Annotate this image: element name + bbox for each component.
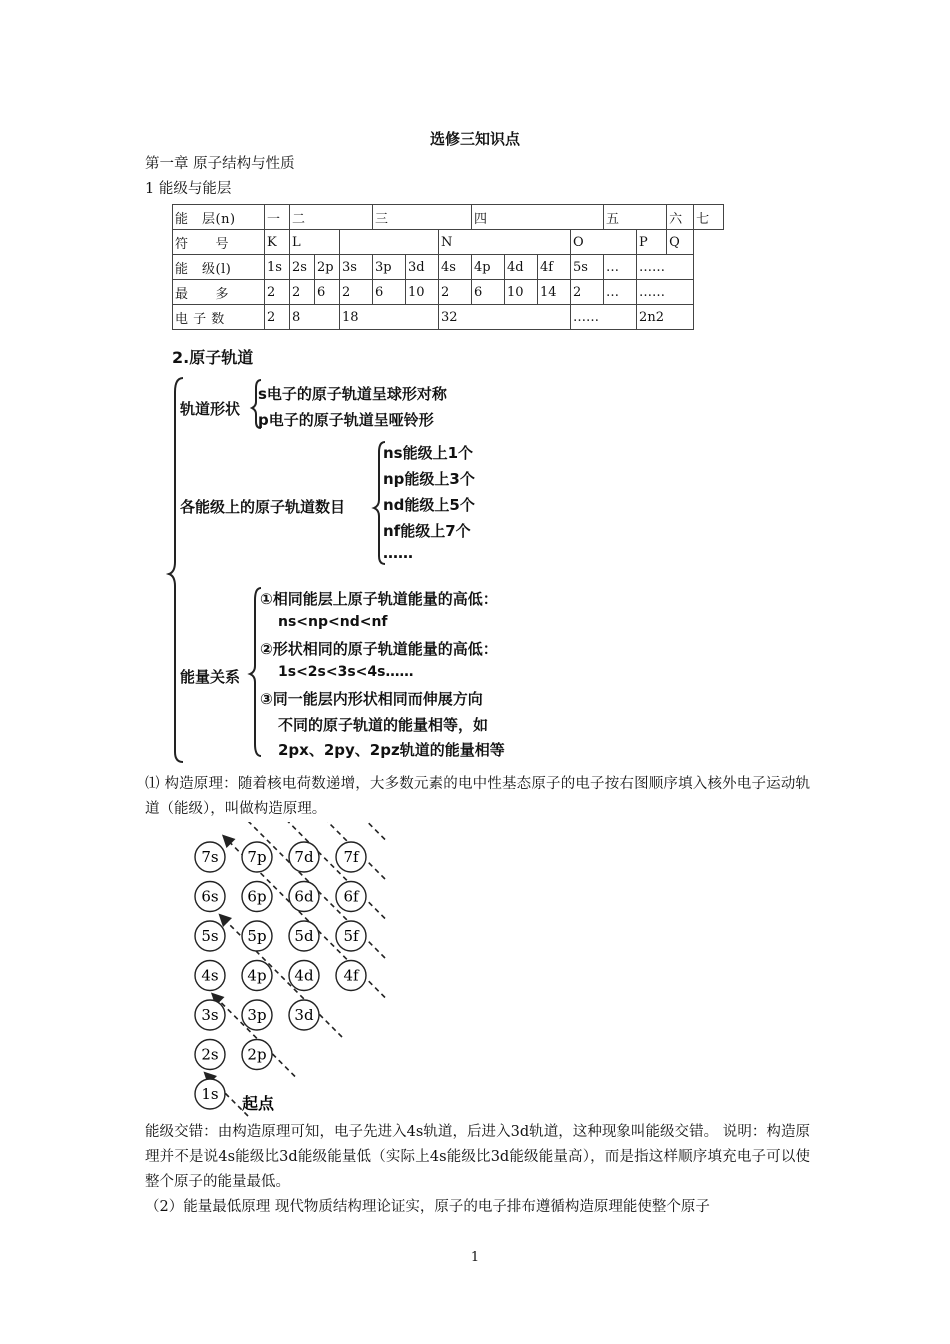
table-cell: 2n2 [637,305,694,330]
table-cell: 三 [373,205,472,230]
shape-label: 轨道形状 [180,400,241,418]
table-row [173,280,724,305]
orbital-label: 3d [294,1006,314,1024]
table-cell: O [571,230,637,255]
energy-rule-2: ②形状相同的原子轨道能量的高低： [260,640,498,658]
table-cell: 10 [406,280,439,305]
table-cell: … [604,280,637,305]
orbital-label: 1s [201,1085,219,1103]
shape-s-text: s电子的原子轨道呈球形对称 [258,385,447,403]
energy-rule-1: ①相同能层上原子轨道能量的高低： [260,590,498,608]
orbital-label: 6f [343,887,359,906]
orbital-label: 4d [294,966,314,985]
table-cell: 4d [505,255,538,280]
orbital-label: 4p [247,966,267,985]
table-cell: 3p [373,255,406,280]
table-row [173,205,724,230]
table-cell: 四 [472,205,604,230]
table-cell: 能 层(n) [173,205,265,230]
table-cell: Q [667,230,694,255]
orbital-label: 6s [201,887,219,906]
chapter-heading: 第一章 原子结构与性质 [145,156,295,172]
orbital-label: 5p [247,927,267,945]
table-cell: 3s [340,255,373,280]
orbital-label: 5s [201,927,219,945]
count-nd: nd能级上5个 [383,496,475,514]
table-cell: 32 [439,305,571,330]
energy-label: 能量关系 [180,668,241,686]
table-cell: K [265,230,290,255]
orbital-label: 7s [201,848,219,866]
energy-rule-3b: 不同的原子轨道的能量相等，如 [278,716,489,734]
energy-rule-2b: 1s<2s<3s<4s…… [278,664,414,680]
energy-brace [250,588,261,756]
orbital-label: 7p [247,848,267,866]
table-cell: 18 [340,305,439,330]
start-label: 起点 [242,1094,275,1113]
table-cell: 6 [315,280,340,305]
table-cell: 2 [439,280,472,305]
order-arrow [170,822,385,840]
table-cell: 3d [406,255,439,280]
orbital-label: 7d [294,848,314,866]
table-cell: 六 [667,205,694,230]
table-cell: 二 [290,205,373,230]
table-cell: …… [637,255,694,280]
count-nf: nf能级上7个 [383,522,471,540]
orbital-label: 5d [294,927,314,945]
table-cell: 最 多 [173,280,265,305]
aufbau-diagram [170,822,400,1117]
table-cell: …… [637,280,694,305]
count-more: …… [383,544,413,562]
table-cell: 2 [265,305,290,330]
energy-rule-3c: 2px、2py、2pz轨道的能量相等 [278,741,505,759]
orbital-label: 4s [201,966,219,985]
table-cell: 14 [538,280,571,305]
table-cell: 五 [604,205,667,230]
table-cell: 6 [373,280,406,305]
orbital-label: 7f [343,848,359,866]
table-cell: 符 号 [173,230,265,255]
orbital-label: 6d [294,887,314,906]
table-cell: 4p [472,255,505,280]
table-cell: 2s [290,255,315,280]
table-cell [340,230,439,255]
order-arrow [223,918,342,1037]
orbital-heading: 2.原子轨道 [172,348,254,367]
table-cell: … [604,255,637,280]
table-cell: P [637,230,667,255]
table-cell: 一 [265,205,290,230]
count-ns: ns能级上1个 [383,444,474,462]
table-cell: 2 [340,280,373,305]
table-cell: N [439,230,571,255]
count-np: np能级上3个 [383,470,475,488]
table-row [173,255,724,280]
table-cell: 4f [538,255,571,280]
orbital-label: 3s [201,1006,219,1024]
orbital-label: 6p [247,887,267,906]
table-cell: 1s [265,255,290,280]
table-cell: 2p [315,255,340,280]
energy-level-table [172,204,724,330]
shape-p-text: p电子的原子轨道呈哑铃形 [258,411,434,429]
table-cell: 8 [290,305,340,330]
table-cell: …… [571,305,637,330]
table-cell: 6 [472,280,505,305]
page-number: 1 [470,1250,480,1265]
energy-rule-1b: ns<np<nd<nf [278,614,388,630]
orbital-label: 3p [247,1006,267,1024]
table-cell: 10 [505,280,538,305]
table-row [173,230,724,255]
section-heading: 1 能级与能层 [145,181,232,197]
orbital-label: 4f [343,966,359,985]
table-cell: 能 级(l) [173,255,265,280]
interleave-paragraph: 能级交错：由构造原理可知，电子先进入4s轨道，后进入3d轨道，这种现象叫能级交错。 说明：构造原理并不是说4s能级比3d能级能量低（实际上4s能级比3d能级能量高），而是指这样顺序填充电子可以使整个原子的能量最低。 [145,1124,810,1190]
table-cell: L [290,230,340,255]
table-cell: 5s [571,255,604,280]
table-cell: 七 [694,205,724,230]
table-cell: 4s [439,255,472,280]
orbital-label: 2s [201,1045,219,1064]
table-cell: 2 [571,280,604,305]
page-title: 选修三知识点 [429,130,520,148]
table-cell: 2 [290,280,315,305]
orbital-label: 5f [343,927,359,945]
table-cell: 电 子 数 [173,305,265,330]
orbital-label: 2p [247,1045,267,1064]
energy-rule-3: ③同一能层内形状相同而伸展方向 [260,690,483,708]
table-row [173,305,724,330]
count-label: 各能级上的原子轨道数目 [180,498,346,516]
aufbau-paragraph: ⑴ 构造原理：随着核电荷数递增，大多数元素的电中性基态原子的电子按右图顺序填入核外电子运动轨道（能级），叫做构造原理。 [145,776,810,817]
main-brace [169,378,183,762]
table-cell: 2 [265,280,290,305]
lowest-energy-paragraph: （2）能量最低原理 现代物质结构理论证实，原子的电子排布遵循构造原理能使整个原子 [145,1199,710,1215]
